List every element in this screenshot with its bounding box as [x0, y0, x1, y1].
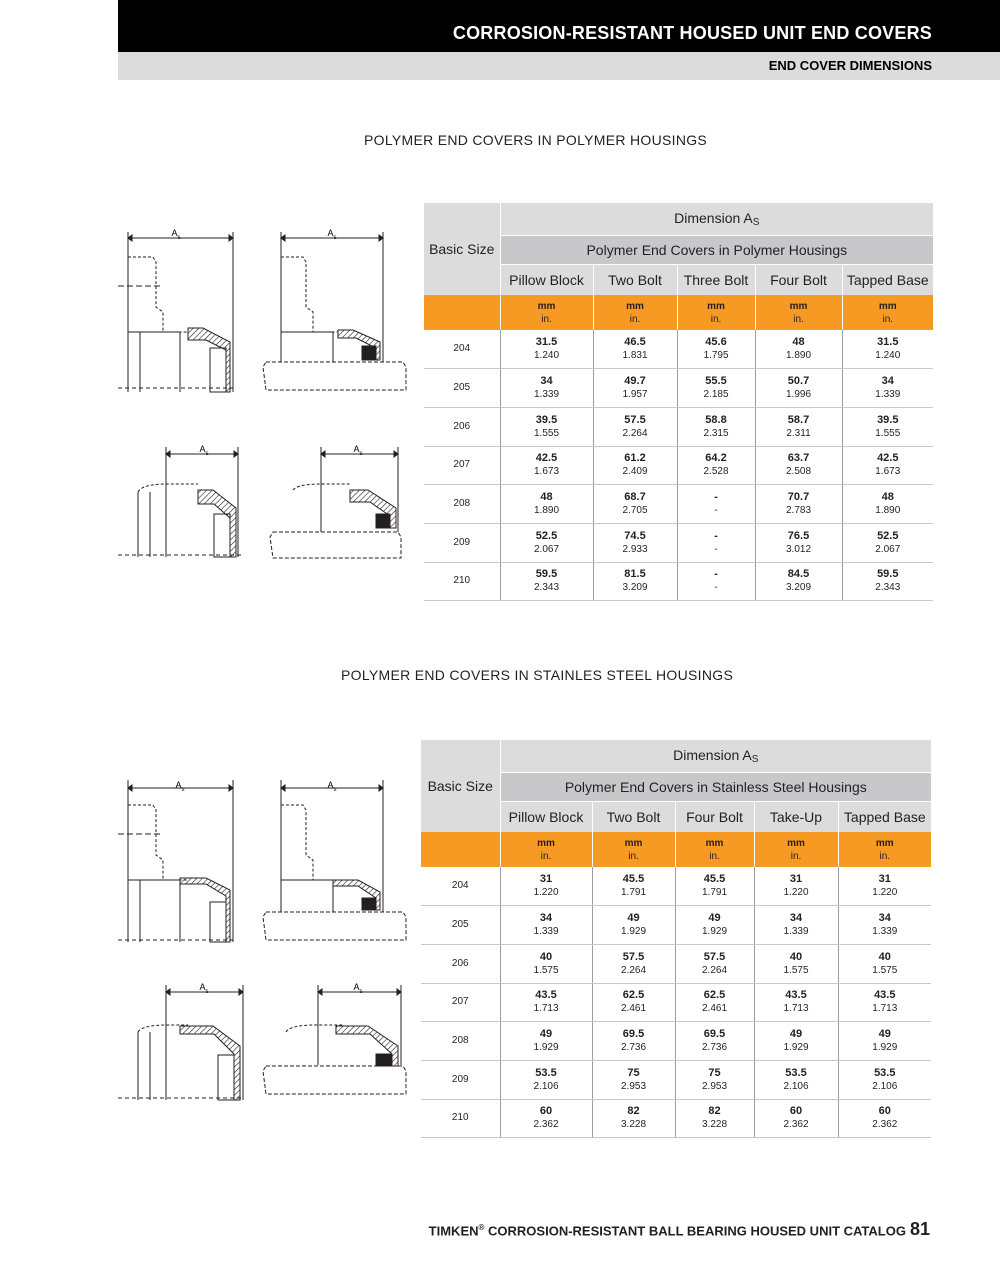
value-in: 1.929	[783, 1042, 809, 1054]
units-cell: mm in.	[500, 295, 593, 330]
table-row	[424, 562, 933, 601]
section1-table	[424, 203, 933, 601]
column-header: Take-Up	[754, 801, 838, 832]
dimension-cell	[500, 983, 592, 1022]
dimension-cell	[754, 1022, 838, 1061]
column-header: Four Bolt	[755, 264, 842, 295]
value-in: 2.362	[783, 1119, 809, 1131]
section-subtitle: END COVER DIMENSIONS	[768, 58, 932, 73]
dimension-cell	[838, 867, 931, 906]
column-header: Two Bolt	[593, 264, 677, 295]
dimension-cell	[500, 562, 593, 601]
value-in: 1.791	[620, 887, 647, 899]
value-mm: 69.5	[622, 1028, 645, 1041]
dimension-cell	[592, 867, 675, 906]
value-in: 1.555	[533, 427, 560, 439]
value-in: 1.575	[533, 964, 559, 976]
basic-size-cell: 206	[421, 944, 500, 983]
value-in: 2.311	[786, 427, 811, 439]
dimension-cell	[755, 446, 842, 485]
value-in: 1.996	[785, 389, 812, 401]
value-in: 1.339	[533, 389, 560, 401]
value-mm: 74.5	[624, 529, 646, 542]
value-in: 1.240	[533, 350, 560, 362]
dimension-header: Dimension $A_S$	[500, 740, 931, 772]
value-in: 2.736	[701, 1042, 728, 1054]
value-in: 3.228	[701, 1119, 728, 1131]
dimension-cell	[755, 330, 842, 369]
units-cell: mm in.	[593, 295, 677, 330]
value-in: 2.067	[875, 543, 901, 555]
value-in: 2.315	[703, 427, 729, 439]
units-blank	[424, 295, 500, 330]
value-in: 2.067	[533, 543, 560, 555]
dimension-cell	[754, 1060, 838, 1099]
value-in: 2.362	[533, 1119, 559, 1131]
value-in: -	[714, 505, 718, 517]
dimension-cell	[677, 407, 755, 446]
group-header: Polymer End Covers in Stainless Steel Housings	[500, 772, 931, 801]
section2-title: POLYMER END COVERS IN STAINLES STEEL HOUSINGS	[341, 667, 734, 683]
value-in: 1.220	[872, 887, 898, 899]
dimension-cell	[592, 906, 675, 945]
svg-text:As: $A_s$	[175, 780, 185, 793]
value-in: 1.555	[875, 427, 901, 439]
value-in: 2.264	[701, 964, 728, 976]
value-mm: 62.5	[703, 989, 726, 1002]
column-header: Two Bolt	[592, 801, 675, 832]
dimension-cell	[592, 1060, 675, 1099]
basic-size-cell: 205	[421, 906, 500, 945]
value-mm: 49	[789, 1028, 803, 1041]
dimension-cell	[754, 983, 838, 1022]
value-in: 1.339	[875, 389, 901, 401]
dimension-cell	[500, 330, 593, 369]
dimension-cell	[754, 1099, 838, 1138]
dimension-cell	[755, 523, 842, 562]
value-mm: 50.7	[787, 375, 810, 388]
page-number: 81	[909, 1219, 930, 1240]
value-mm: 40	[539, 950, 553, 963]
dimension-cell	[842, 485, 933, 524]
dimension-cell	[500, 867, 592, 906]
basic-size-cell: 210	[424, 562, 500, 601]
drawing-three-bolt	[118, 447, 243, 557]
value-mm: 39.5	[877, 413, 899, 426]
value-in: 2.106	[872, 1080, 898, 1092]
column-header: Three Bolt	[677, 264, 755, 295]
basic-size-cell: 209	[424, 523, 500, 562]
drawing-ss-tapped-base	[263, 985, 406, 1094]
value-in: 1.575	[872, 964, 898, 976]
value-mm: 48	[881, 491, 894, 504]
value-mm: 68.7	[624, 491, 646, 504]
subheader-bar	[118, 52, 1000, 80]
value-in: 2.705	[622, 505, 648, 517]
value-mm: 43.5	[874, 989, 896, 1002]
table-row	[424, 407, 933, 446]
dimension-cell	[838, 1099, 931, 1138]
dimension-cell	[675, 867, 754, 906]
basic-size-cell: 208	[421, 1022, 500, 1061]
column-header: Pillow Block	[500, 264, 593, 295]
value-in: 2.106	[783, 1080, 809, 1092]
dimension-cell	[675, 983, 754, 1022]
value-in: 3.228	[620, 1119, 647, 1131]
value-mm: 43.5	[535, 989, 557, 1002]
value-mm: 58.8	[705, 413, 727, 426]
value-mm: 31	[789, 873, 803, 886]
value-mm: 31	[539, 873, 553, 886]
as-label: $A_s$	[171, 228, 181, 241]
dimension-cell	[592, 1099, 675, 1138]
value-mm: 42.5	[877, 452, 899, 465]
value-in: 1.339	[783, 926, 809, 938]
dimension-cell	[500, 369, 593, 408]
dimension-cell	[677, 562, 755, 601]
dimension-cell	[838, 983, 931, 1022]
value-in: 2.409	[622, 466, 648, 478]
units-cell: mm in.	[842, 295, 933, 330]
dimension-cell	[755, 369, 842, 408]
value-in: 1.929	[620, 926, 647, 938]
table-row	[421, 983, 931, 1022]
value-in: 2.783	[785, 505, 812, 517]
value-in: 1.713	[533, 1003, 559, 1015]
basic-size-cell: 207	[424, 446, 500, 485]
value-in: 1.890	[875, 505, 901, 517]
value-in: 2.933	[622, 543, 648, 555]
table-row	[421, 944, 931, 983]
value-mm: 52.5	[877, 529, 899, 542]
value-mm: 53.5	[874, 1066, 896, 1079]
value-in: 1.673	[875, 466, 901, 478]
value-in: 1.220	[783, 887, 809, 899]
value-mm: 62.5	[622, 989, 645, 1002]
page-footer	[429, 1218, 930, 1241]
value-in: 3.012	[785, 543, 812, 555]
dimension-cell	[842, 330, 933, 369]
table-row	[424, 369, 933, 408]
value-in: 1.795	[703, 350, 729, 362]
value-mm: 53.5	[785, 1066, 807, 1079]
value-mm: 55.5	[705, 375, 727, 388]
value-mm: 48	[792, 336, 805, 349]
column-header: Tapped Base	[838, 801, 931, 832]
value-mm: 60	[878, 1105, 891, 1118]
value-mm: -	[714, 491, 718, 504]
value-mm: 45.5	[703, 873, 726, 886]
value-mm: 46.5	[624, 336, 646, 349]
svg-text:As: $A_s$	[353, 982, 363, 995]
section1-drawings	[118, 222, 418, 567]
table-row	[421, 1022, 931, 1061]
drawing-four-bolt	[270, 447, 401, 558]
dimension-cell	[500, 523, 593, 562]
value-mm: 57.5	[624, 413, 646, 426]
value-in: 1.339	[872, 926, 898, 938]
value-mm: 45.5	[622, 873, 645, 886]
value-mm: 34	[878, 912, 891, 925]
value-mm: -	[714, 529, 718, 542]
units-cell: mm in.	[500, 832, 592, 867]
value-in: 2.953	[701, 1080, 728, 1092]
value-mm: 49	[627, 912, 640, 925]
value-in: 2.185	[703, 389, 729, 401]
column-header: Tapped Base	[842, 264, 933, 295]
column-header: Pillow Block	[500, 801, 592, 832]
dimension-cell	[842, 446, 933, 485]
value-in: 2.264	[622, 427, 648, 439]
dimension-cell	[675, 1022, 754, 1061]
value-mm: 82	[708, 1105, 721, 1118]
dimension-cell	[500, 1022, 592, 1061]
dimension-cell	[500, 944, 592, 983]
dimension-cell	[755, 407, 842, 446]
value-mm: -	[714, 568, 718, 581]
value-mm: 34	[540, 375, 553, 388]
value-mm: 42.5	[535, 452, 558, 465]
value-mm: 82	[627, 1105, 640, 1118]
value-in: 3.209	[785, 582, 812, 594]
page-title: CORROSION-RESISTANT HOUSED UNIT END COVERS	[452, 23, 932, 43]
dimension-cell	[675, 944, 754, 983]
drawing-ss-pillow-block	[118, 780, 233, 942]
dimension-cell	[593, 407, 677, 446]
value-in: 2.953	[620, 1080, 647, 1092]
basic-size-cell: 206	[424, 407, 500, 446]
value-mm: 57.5	[622, 950, 645, 963]
value-in: 2.736	[620, 1042, 647, 1054]
value-mm: 69.5	[703, 1028, 726, 1041]
footer-catalog: CORROSION-RESISTANT BALL BEARING HOUSED UNIT CATALOG	[484, 1223, 906, 1239]
value-mm: 34	[881, 375, 894, 388]
dimension-cell	[593, 446, 677, 485]
value-in: 1.929	[533, 1042, 559, 1054]
value-in: 2.106	[533, 1080, 559, 1092]
value-in: 1.890	[533, 505, 560, 517]
basic-size-cell: 208	[424, 485, 500, 524]
drawing-ss-two-bolt	[263, 780, 406, 940]
units-cell: mm in.	[677, 295, 755, 330]
dimension-cell	[755, 485, 842, 524]
value-in: 2.461	[701, 1003, 728, 1015]
dimension-cell	[838, 944, 931, 983]
value-mm: 58.7	[787, 413, 810, 426]
dimension-cell	[677, 446, 755, 485]
value-in: -	[714, 543, 718, 555]
value-in: 1.791	[701, 887, 728, 899]
value-in: 2.528	[703, 466, 729, 478]
value-mm: 63.7	[787, 452, 810, 465]
dimension-cell	[593, 485, 677, 524]
dimension-cell	[592, 1022, 675, 1061]
value-in: 1.240	[875, 350, 901, 362]
value-in: 2.343	[875, 582, 901, 594]
value-mm: 43.5	[785, 989, 807, 1002]
dimension-cell	[754, 944, 838, 983]
units-blank	[421, 832, 500, 867]
column-header: Four Bolt	[675, 801, 754, 832]
dimension-cell	[755, 562, 842, 601]
svg-text:As: $A_s$	[353, 444, 363, 457]
dimension-cell	[675, 906, 754, 945]
dimension-cell	[592, 983, 675, 1022]
dimension-cell	[593, 330, 677, 369]
value-in: 2.264	[620, 964, 647, 976]
value-mm: 75	[627, 1066, 640, 1079]
value-mm: 49.7	[624, 375, 646, 388]
table-row	[421, 906, 931, 945]
value-in: 1.673	[533, 466, 560, 478]
value-mm: 40	[878, 950, 891, 963]
basic-size-cell: 207	[421, 983, 500, 1022]
value-mm: 64.2	[705, 452, 727, 465]
units-cell: mm in.	[675, 832, 754, 867]
dimension-cell	[592, 944, 675, 983]
value-in: 1.831	[622, 350, 648, 362]
dimension-cell	[593, 369, 677, 408]
dimension-cell	[754, 867, 838, 906]
value-in: 1.929	[701, 926, 728, 938]
value-in: 1.575	[783, 964, 809, 976]
value-mm: 45.6	[705, 336, 727, 349]
value-in: 1.929	[872, 1042, 898, 1054]
dimension-cell	[675, 1060, 754, 1099]
basic-size-header: Basic Size	[421, 740, 500, 832]
basic-size-cell: 204	[424, 330, 500, 369]
value-mm: 60	[789, 1105, 803, 1118]
value-mm: 61.2	[624, 452, 646, 465]
section1-title: POLYMER END COVERS IN POLYMER HOUSINGS	[364, 132, 708, 148]
dimension-cell	[838, 1022, 931, 1061]
value-mm: 49	[708, 912, 721, 925]
basic-size-header: Basic Size	[424, 203, 500, 295]
footer-brand: TIMKEN	[428, 1223, 479, 1239]
value-in: 3.209	[622, 582, 648, 594]
value-mm: 34	[539, 912, 553, 925]
dimension-cell	[500, 407, 593, 446]
table-row	[421, 867, 931, 906]
table-row	[421, 1060, 931, 1099]
value-in: 1.890	[785, 350, 812, 362]
value-in: 2.508	[785, 466, 812, 478]
units-cell: mm in.	[754, 832, 838, 867]
dimension-cell	[838, 906, 931, 945]
dimension-cell	[677, 330, 755, 369]
value-mm: 70.7	[787, 491, 810, 504]
value-mm: 59.5	[535, 568, 558, 581]
drawing-pillow-block	[118, 232, 233, 392]
basic-size-cell: 210	[421, 1099, 500, 1138]
units-cell: mm in.	[838, 832, 931, 867]
value-in: 1.713	[783, 1003, 809, 1015]
value-mm: 76.5	[787, 529, 810, 542]
section2-drawings	[118, 770, 418, 1105]
value-mm: 31	[878, 873, 891, 886]
value-mm: 53.5	[535, 1066, 557, 1079]
value-mm: 59.5	[877, 568, 899, 581]
dimension-cell	[500, 906, 592, 945]
value-mm: 48	[540, 491, 553, 504]
value-mm: 75	[708, 1066, 721, 1079]
dimension-cell	[593, 523, 677, 562]
basic-size-cell: 205	[424, 369, 500, 408]
group-header: Polymer End Covers in Polymer Housings	[500, 235, 933, 264]
value-mm: 60	[539, 1105, 553, 1118]
value-mm: 57.5	[703, 950, 726, 963]
svg-text:As: $A_s$	[327, 780, 337, 793]
svg-text:As: $A_s$	[199, 444, 209, 457]
dimension-cell	[677, 369, 755, 408]
value-in: 1.220	[533, 887, 559, 899]
dimension-cell	[500, 446, 593, 485]
basic-size-cell: 204	[421, 867, 500, 906]
table-row	[424, 330, 933, 369]
dimension-cell	[677, 523, 755, 562]
table-row	[424, 523, 933, 562]
drawing-ss-four-bolt	[118, 985, 243, 1100]
value-mm: 31.5	[877, 336, 899, 349]
table-row	[421, 1099, 931, 1138]
dimension-cell	[842, 369, 933, 408]
value-in: 1.713	[872, 1003, 898, 1015]
dimension-cell	[842, 562, 933, 601]
value-in: -	[714, 582, 718, 594]
dimension-cell	[500, 485, 593, 524]
dimension-header: Dimension $A_S$	[500, 203, 933, 235]
dimension-cell	[500, 1099, 592, 1138]
value-mm: 81.5	[624, 568, 646, 581]
value-mm: 31.5	[535, 336, 558, 349]
value-mm: 49	[878, 1028, 891, 1041]
value-in: 2.362	[872, 1119, 898, 1131]
value-in: 1.957	[622, 389, 648, 401]
value-mm: 52.5	[535, 529, 558, 542]
table-row	[424, 485, 933, 524]
dimension-cell	[500, 1060, 592, 1099]
dimension-cell	[842, 523, 933, 562]
value-mm: 49	[539, 1028, 553, 1041]
svg-text:As: $A_s$	[327, 228, 337, 241]
value-mm: 39.5	[535, 413, 558, 426]
value-mm: 34	[789, 912, 803, 925]
value-in: 1.339	[533, 926, 559, 938]
dimension-cell	[677, 485, 755, 524]
dimension-cell	[675, 1099, 754, 1138]
dimension-cell	[754, 906, 838, 945]
value-in: 2.461	[620, 1003, 647, 1015]
value-mm: 40	[789, 950, 803, 963]
value-in: 2.343	[533, 582, 560, 594]
dimension-cell	[593, 562, 677, 601]
svg-text:As: $A_s$	[199, 982, 209, 995]
dimension-cell	[838, 1060, 931, 1099]
value-mm: 84.5	[787, 568, 810, 581]
dimension-cell	[842, 407, 933, 446]
footer-reg: ®	[478, 1223, 485, 1232]
units-cell: mm in.	[755, 295, 842, 330]
units-cell: mm in.	[592, 832, 675, 867]
table-row	[424, 446, 933, 485]
basic-size-cell: 209	[421, 1060, 500, 1099]
drawing-two-bolt	[263, 232, 406, 390]
section2-table	[421, 740, 931, 1138]
header-bar	[118, 0, 1000, 52]
